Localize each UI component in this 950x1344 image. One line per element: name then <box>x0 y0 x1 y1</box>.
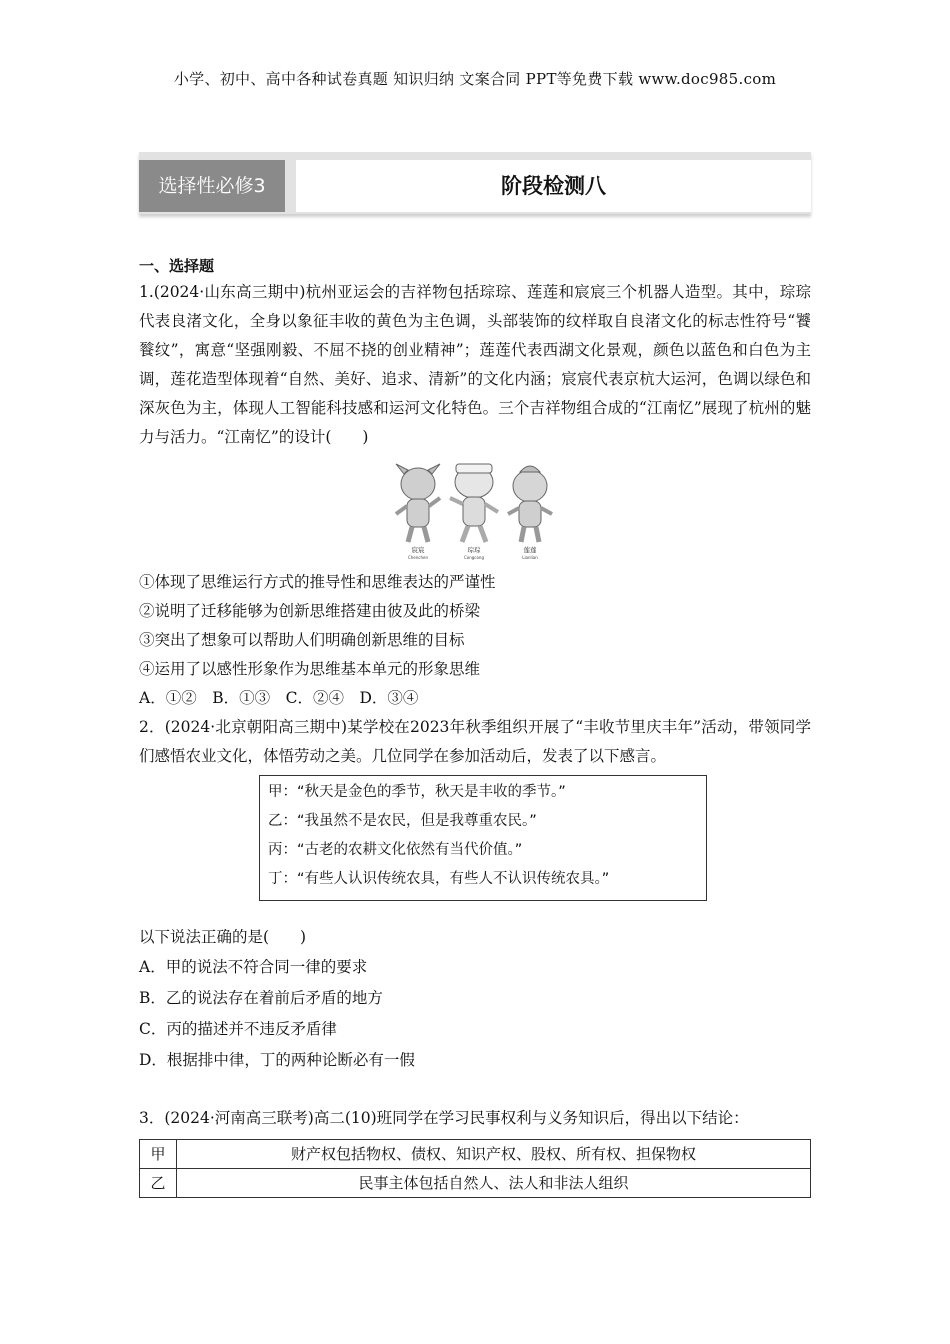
mascot-pinyin: Congcong <box>463 555 485 560</box>
question-2-option: D．根据排中律，丁的两种论断必有一假 <box>139 1051 415 1069</box>
question-2-prompt: 以下说法正确的是( ) <box>139 928 307 946</box>
question-2-option: C．丙的描述并不违反矛盾律 <box>139 1020 337 1038</box>
question-1-item: ④运用了以感性形象作为思维基本单元的形象思维 <box>139 660 481 678</box>
question-1-item: ②说明了迁移能够为创新思维搭建由彼及此的桥梁 <box>139 602 481 620</box>
table-row <box>140 1140 811 1169</box>
mascot-illustration <box>139 462 811 562</box>
conclusion-table <box>139 1139 811 1198</box>
mascot-pinyin: Lianlian <box>522 555 538 560</box>
question-content <box>139 254 811 1198</box>
table-cell-key: 乙 <box>140 1169 177 1198</box>
question-1-answer-options: A．①② B．①③ C．②④ D．③④ <box>139 689 419 707</box>
question-2-option: B．乙的说法存在着前后矛盾的地方 <box>139 989 383 1007</box>
question-2-stem: 2．(2024·北京朝阳高三期中)某学校在2023年秋季组织开展了“丰收节里庆丰年”活动，带领同学们感悟农业文化，体悟劳动之美。几位同学在参加活动后，发表了以下感言。 <box>139 718 811 765</box>
table-cell-key: 甲 <box>140 1140 177 1169</box>
section-banner <box>139 152 811 214</box>
mascot-label: 宸宸 <box>411 546 425 554</box>
table-row <box>140 1169 811 1198</box>
banner-module-label: 选择性必修3 <box>139 160 285 212</box>
table-cell-value: 民事主体包括自然人、法人和非法人组织 <box>177 1169 811 1198</box>
quote-line: 丙：“古老的农耕文化依然有当代价值。” <box>268 842 523 858</box>
page-header-tagline: 小学、初中、高中各种试卷真题 知识归纳 文案合同 PPT等免费下载 www.doc985.com <box>173 70 777 88</box>
question-1-stem: 1.(2024·山东高三期中)杭州亚运会的吉祥物包括琮琮、莲莲和宸宸三个机器人造型。其中，琮琮代表良渚文化，全身以象征丰收的黄色为主色调，头部装饰的纹样取自良渚文化的标志性符号“饕餮纹”，寓意“坚强刚毅、不屈不挠的创业精神”；莲莲代表西湖文化景观，颜色以蓝色和白色为主调，莲花造型体现着“自然、美好、追求、清新”的文化内涵；宸宸代表京杭大运河，色调以绿色和深灰色为主，体现人工智能科技感和运河文化特色。三个吉祥物组合成的“江南忆”展现了杭州的魅力与活力。“江南忆”的设计( ) <box>139 283 811 446</box>
mascot-figures <box>390 462 560 562</box>
mascot-pinyin: Chenchen <box>407 555 429 560</box>
question-3-stem: 3．(2024·河南高三联考)高二(10)班同学在学习民事权利与义务知识后，得出以下结论： <box>139 1109 749 1127</box>
table-cell-value: 财产权包括物权、债权、知识产权、股权、所有权、担保物权 <box>177 1140 811 1169</box>
question-2-option: A．甲的说法不符合同一律的要求 <box>139 958 368 976</box>
quote-line: 乙：“我虽然不是农民，但是我尊重农民。” <box>268 813 537 829</box>
mascot-label: 莲莲 <box>523 546 537 554</box>
mascot-label: 琮琮 <box>467 546 481 554</box>
question-1-item: ③突出了想象可以帮助人们明确创新思维的目标 <box>139 631 465 649</box>
banner-title: 阶段检测八 <box>296 160 811 212</box>
quote-box <box>259 775 707 901</box>
quote-line: 丁：“有些人认识传统农具，有些人不认识传统农具。” <box>268 871 610 887</box>
question-1-item: ①体现了思维运行方式的推导性和思维表达的严谨性 <box>139 573 496 591</box>
quote-line: 甲：“秋天是金色的季节，秋天是丰收的季节。” <box>268 784 566 800</box>
section-title: 一、选择题 <box>139 257 215 275</box>
